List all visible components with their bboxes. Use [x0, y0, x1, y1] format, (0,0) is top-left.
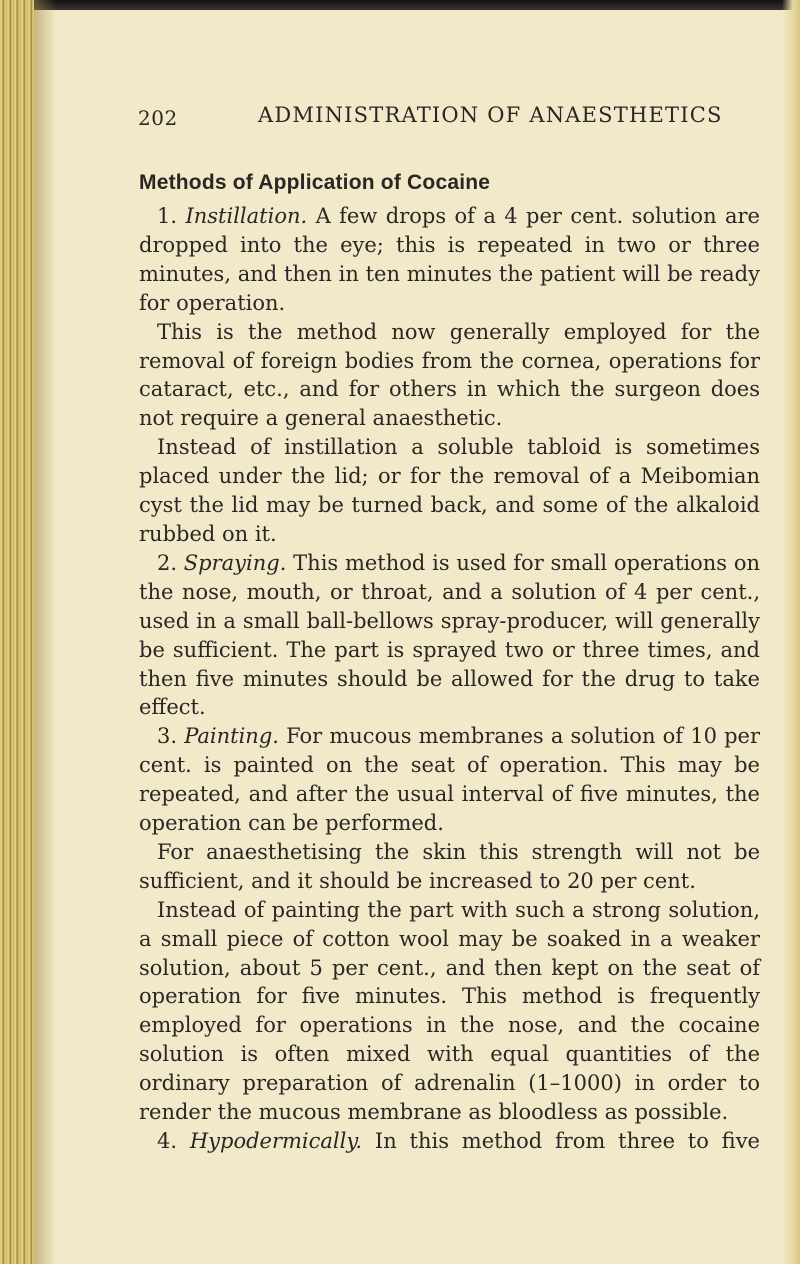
list-number: 4.	[157, 1129, 190, 1153]
paragraph-text: Instead of painting the part with such a strong solution, a small piece of cotton wool may be soaked in a weaker solution, about 5 per cent., and then kept on the seat of operation for five minutes. This method is frequently employed for operations in the nose, and the cocaine solution is often mixed with equal quantities of the ordinary preparation of adrenalin (1–1000) in order to render the mucous membrane as bloodless as possible.	[139, 897, 760, 1125]
paragraph-spraying	[139, 549, 760, 722]
paragraph-text: Instead of instillation a soluble tabloid is sometimes placed under the lid; or for the removal of a Meibomian cyst the lid may be turned back, and some of the alkaloid rubbed on it.	[139, 435, 760, 546]
list-number: 3.	[157, 724, 185, 749]
running-title: ADMINISTRATION OF ANAESTHETICS	[258, 103, 723, 127]
page-number: 202	[138, 106, 178, 130]
paragraph-hypodermically	[139, 1127, 760, 1156]
paragraph-text: This is the method now generally employed for the removal of foreign bodies from the cornea, operations for cataract, etc., and for others in which the surgeon does not require a general anaesthetic.	[139, 319, 760, 431]
paragraph	[139, 838, 760, 896]
paragraph-instillation	[139, 202, 760, 318]
method-name: Hypodermically.	[189, 1129, 363, 1153]
method-name: Spraying.	[183, 550, 287, 575]
list-number: 1.	[157, 204, 186, 228]
paragraph-text: In this method from three to five	[362, 1129, 760, 1153]
method-name: Painting.	[184, 724, 279, 749]
book-page-edges	[0, 0, 34, 1264]
paragraph-text: This method is used for small operations on the nose, mouth, or throat, and a solution of 4 per cent., used in a small ball-bellows spray-producer, will generally be sufficient. The part is sprayed two or three times, and then five minutes should be allowed for the drug to take effect.	[139, 550, 760, 720]
paragraph-text: For mucous membranes a solution of 10 per cent. is painted on the seat of operation. This may be repeated, and after the usual interval of five minutes, the operation can be performed.	[139, 724, 761, 836]
paragraph	[139, 896, 760, 1127]
section-heading: Methods of Application of Cocaine	[139, 171, 491, 194]
paragraph-painting	[139, 722, 760, 838]
paragraph-text: For anaesthetising the skin this strength will not be sufficient, and it should be increased to 20 per cent.	[139, 839, 760, 893]
list-number: 2.	[157, 550, 184, 575]
page-right-edge	[782, 0, 800, 1264]
paragraph-text: A few drops of a 4 per cent. solution are dropped into the eye; this is repeated in two or three minutes, and then in ten minutes the patient will be ready for operation.	[139, 204, 760, 315]
body-text	[139, 202, 760, 1156]
gutter-shadow	[34, 0, 56, 1264]
paragraph	[139, 433, 760, 549]
book-top-edge	[0, 0, 800, 10]
method-name: Instillation.	[185, 204, 308, 228]
paragraph	[139, 318, 760, 434]
